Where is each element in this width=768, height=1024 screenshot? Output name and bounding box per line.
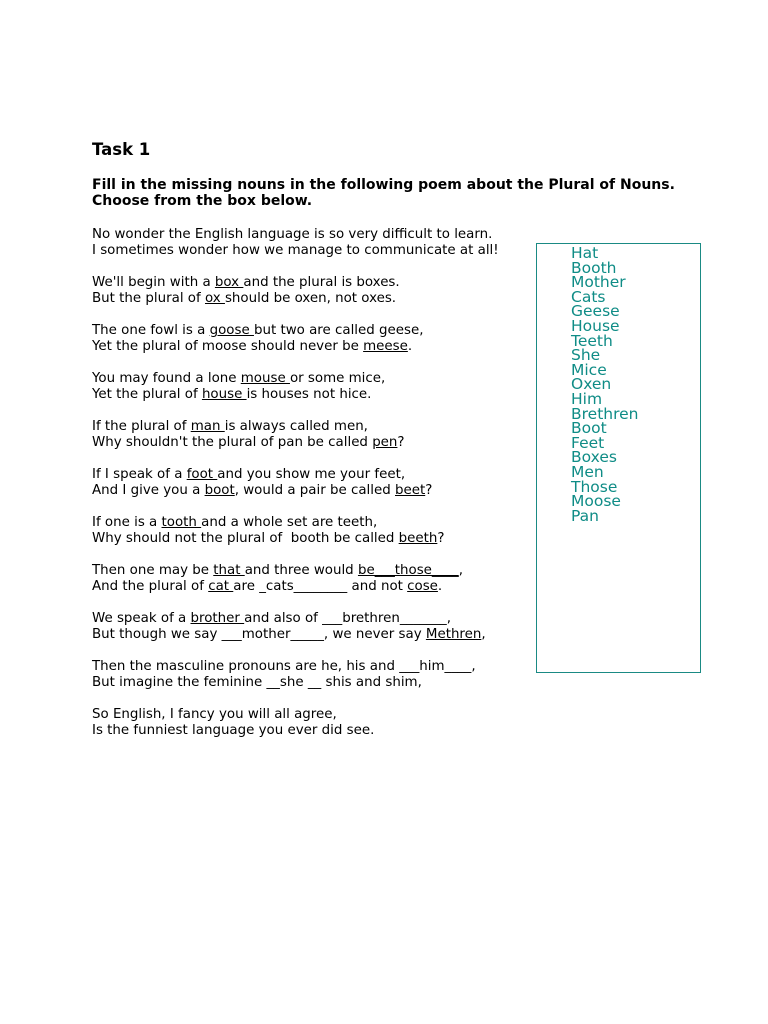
word-option: Boxes <box>571 448 617 467</box>
word-option: Him <box>571 389 603 408</box>
poem-stanza <box>92 227 532 259</box>
poem-text: or some mice, <box>289 371 386 386</box>
poem-text: , <box>481 627 486 642</box>
poem-line <box>92 531 532 547</box>
poem-line <box>92 243 532 259</box>
poem-line <box>92 723 532 739</box>
poem-line <box>92 579 532 595</box>
poem-stanza <box>92 323 532 355</box>
underlined-answer: pen <box>372 435 398 450</box>
poem-line <box>92 387 532 403</box>
poem-stanza <box>92 419 532 451</box>
word-option: House <box>571 316 620 335</box>
poem-stanza <box>92 563 532 595</box>
underlined-answer: tooth <box>161 515 202 530</box>
poem-stanza <box>92 371 532 403</box>
poem-text: ? <box>425 483 433 498</box>
poem-stanza <box>92 659 532 691</box>
poem-text: . <box>407 339 413 354</box>
word-option: She <box>571 346 601 365</box>
poem-text: and a whole set are teeth, <box>201 515 378 530</box>
poem-text: But the plural of <box>92 291 205 306</box>
poem-text: Yet the plural of moose should never be <box>92 339 364 354</box>
poem-text: We'll begin with a <box>92 275 215 290</box>
poem-text: If I speak of a <box>92 467 187 482</box>
poem-text: and the plural is boxes. <box>243 275 400 290</box>
poem-line <box>92 371 532 387</box>
underlined-answer: cose <box>407 579 438 594</box>
poem-text: , <box>458 563 463 578</box>
poem <box>92 227 532 755</box>
word-option: Brethren <box>571 404 639 423</box>
poem-text: If one is a <box>92 515 162 530</box>
poem-line <box>92 627 532 643</box>
task-title: Task 1 <box>92 140 151 159</box>
poem-text: But imagine the feminine __she __ shis and shim, <box>92 675 422 690</box>
poem-text: and also of ___brethren_______, <box>244 611 451 626</box>
underlined-answer: ox <box>204 291 225 306</box>
underlined-answer: box <box>214 275 244 290</box>
underlined-answer: brother <box>190 611 245 626</box>
underlined-answer: beet <box>395 483 426 498</box>
underlined-answer: Methren <box>425 627 482 642</box>
poem-text: ? <box>397 435 405 450</box>
poem-text: If the plural of <box>92 419 191 434</box>
poem-text: But though we say ___mother_____, we never say <box>92 627 426 642</box>
poem-text: Is the funniest language you ever did see. <box>92 723 375 738</box>
word-option: Moose <box>571 492 621 511</box>
underlined-answer: foot <box>186 467 218 482</box>
word-box <box>536 243 701 673</box>
poem-text: ? <box>437 531 445 546</box>
poem-line <box>92 467 532 483</box>
word-option: Mother <box>571 273 626 292</box>
poem-text: should be oxen, not oxes. <box>224 291 397 306</box>
underlined-answer: boot <box>204 483 235 498</box>
poem-text: Then the masculine pronouns are he, his and ___him____, <box>92 659 476 674</box>
poem-text: and you show me your feet, <box>217 467 406 482</box>
poem-text: but two are called geese, <box>253 323 424 338</box>
poem-text: No wonder the English language is so very difficult to learn. <box>92 227 493 242</box>
poem-text: So English, I fancy you will all agree, <box>92 707 337 722</box>
poem-line <box>92 323 532 339</box>
underlined-answer: be___those____ <box>357 563 459 578</box>
word-option: Those <box>571 477 618 496</box>
poem-line <box>92 659 532 675</box>
poem-text: The one fowl is a <box>92 323 210 338</box>
poem-text: Why should not the plural of booth be called <box>92 531 399 546</box>
word-option: Booth <box>571 258 617 277</box>
poem-line <box>92 291 532 307</box>
word-option: Boot <box>571 419 607 438</box>
poem-line <box>92 611 532 627</box>
poem-stanza <box>92 707 532 739</box>
poem-stanza <box>92 515 532 547</box>
underlined-answer: beeth <box>398 531 438 546</box>
poem-line <box>92 419 532 435</box>
poem-text: You may found a lone <box>92 371 241 386</box>
poem-text: And I give you a <box>92 483 205 498</box>
poem-text: Yet the plural of <box>92 387 202 402</box>
poem-text: We speak of a <box>92 611 191 626</box>
poem-text: Why shouldn't the plural of pan be called <box>92 435 373 450</box>
poem-text: and three would <box>244 563 358 578</box>
task-instructions: Fill in the missing nouns in the following poem about the Plural of Nouns. Choose from the box below. <box>92 177 675 209</box>
poem-stanza <box>92 467 532 499</box>
underlined-answer: cat <box>208 579 234 594</box>
word-option: Pan <box>571 506 599 525</box>
underlined-answer: meese <box>363 339 408 354</box>
underlined-answer: mouse <box>240 371 290 386</box>
word-option: Oxen <box>571 375 612 394</box>
poem-line <box>92 275 532 291</box>
poem-text: And the plural of <box>92 579 209 594</box>
word-list <box>571 246 639 523</box>
poem-text: . <box>437 579 443 594</box>
poem-line <box>92 483 532 499</box>
poem-text: is always called men, <box>224 419 368 434</box>
word-option: Geese <box>571 302 620 321</box>
poem-line <box>92 227 532 243</box>
word-option: Hat <box>571 244 599 262</box>
poem-text: I sometimes wonder how we manage to communicate at all! <box>92 243 499 258</box>
poem-line <box>92 515 532 531</box>
poem-line <box>92 339 532 355</box>
poem-line <box>92 435 532 451</box>
poem-stanza <box>92 611 532 643</box>
poem-text: are _cats________ and not <box>233 579 408 594</box>
underlined-answer: man <box>190 419 225 434</box>
word-option: Mice <box>571 360 607 379</box>
word-option: Men <box>571 462 604 481</box>
poem-line <box>92 707 532 723</box>
word-option: Feet <box>571 433 605 452</box>
underlined-answer: goose <box>209 323 254 338</box>
poem-stanza <box>92 275 532 307</box>
word-option: Teeth <box>571 331 613 350</box>
poem-line <box>92 675 532 691</box>
word-option: Cats <box>571 287 606 306</box>
poem-text: Then one may be <box>92 563 214 578</box>
underlined-answer: house <box>201 387 247 402</box>
underlined-answer: that <box>213 563 245 578</box>
poem-text: is houses not hice. <box>246 387 372 402</box>
poem-line <box>92 563 532 579</box>
poem-text: , would a pair be called <box>234 483 395 498</box>
